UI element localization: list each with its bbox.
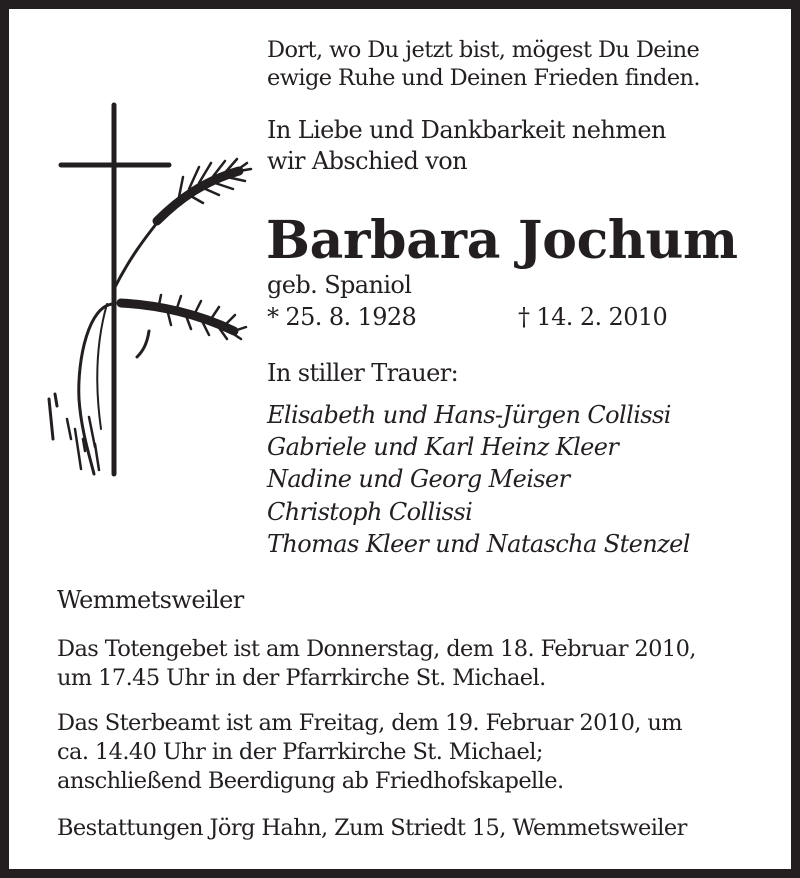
cross-with-wheat-icon: [39, 99, 259, 489]
prayer-line-2: um 17.45 Uhr in der Pfarrkirche St. Michael.: [57, 665, 546, 691]
mass-line-3: anschließend Beerdigung ab Friedhofskapelle.: [57, 768, 564, 794]
undertaker-info: Bestattungen Jörg Hahn, Zum Striedt 15, Wemmetsweiler: [57, 815, 687, 841]
prayer-line-1: Das Totengebet ist am Donnerstag, dem 18. Februar 2010,: [57, 636, 696, 662]
mourner-name: Christoph Collissi: [267, 498, 473, 526]
life-dates: [267, 303, 767, 331]
mourner-name: Elisabeth und Hans-Jürgen Collissi: [267, 401, 671, 429]
mass-line-2: ca. 14.40 Uhr in der Pfarrkirche St. Michael;: [57, 739, 543, 765]
mourner-name: Gabriele und Karl Heinz Kleer: [267, 433, 619, 461]
place-name: Wemmetsweiler: [57, 586, 244, 614]
intro-line-2: wir Abschied von: [267, 147, 467, 175]
quote-line-1: Dort, wo Du jetzt bist, mögest Du Deine: [267, 37, 700, 63]
mass-line-1: Das Sterbeamt ist am Freitag, dem 19. Februar 2010, um: [57, 710, 683, 736]
deceased-name: Barbara Jochum: [266, 210, 738, 271]
intro-line-1: In Liebe und Dankbarkeit nehmen: [267, 116, 666, 144]
maiden-name: geb. Spaniol: [267, 271, 412, 299]
birth-date: * 25. 8. 1928: [267, 303, 417, 331]
quote-line-2: ewige Ruhe und Deinen Frieden finden.: [267, 65, 700, 91]
mourner-name: Nadine und Georg Meiser: [267, 465, 570, 493]
death-date: † 14. 2. 2010: [518, 303, 668, 331]
mourner-name: Thomas Kleer und Natascha Stenzel: [267, 530, 690, 558]
mourners-heading: In stiller Trauer:: [267, 359, 459, 387]
